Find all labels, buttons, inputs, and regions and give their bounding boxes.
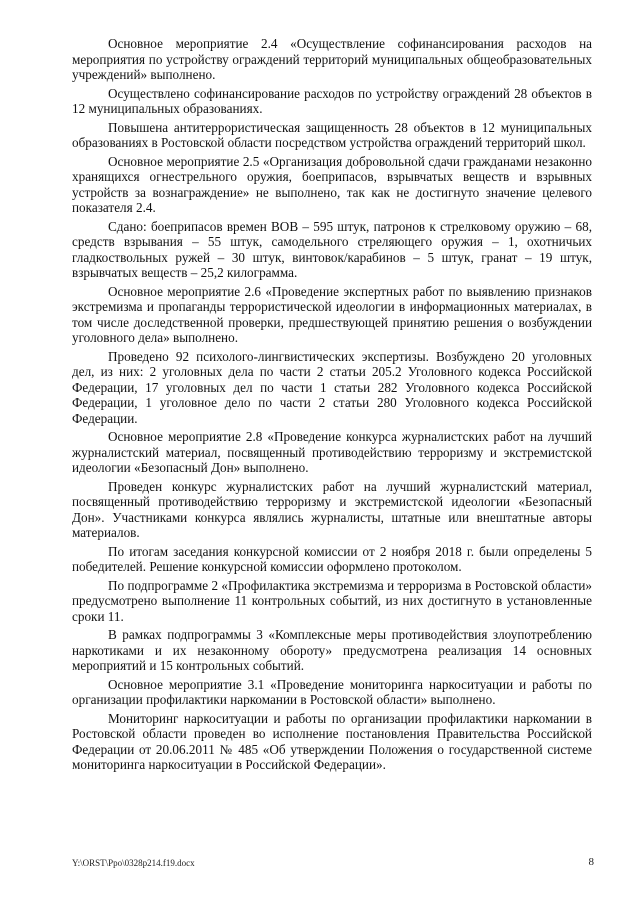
paragraph: Мониторинг наркоситуации и работы по организации профилактики наркомании в Ростовской области проведен во исполнение постановления Правительства Российской Федерации от 20.06.2011 № 485 «Об утверждении Положения о государственной системе мониторинга наркоситуации в Российской Федерации».: [72, 710, 592, 772]
page-number: 8: [588, 856, 594, 868]
paragraph: Проведено 92 психолого-лингвистических экспертизы. Возбуждено 20 уголовных дел, из них: 2 уголовных дела по части 2 статьи 205.2 Уголовного кодекса Российской Федерации, 17 уголовных дел по части 1 статьи 282 Уголовного кодекса Российской Федерации, 1 уголовное дело по части 2 статьи 280 Уголовного кодекса Российской Федерации.: [72, 348, 592, 426]
footer-file-path: Y:\ORST\Ppo\0328p214.f19.docx: [72, 858, 195, 868]
paragraph: Проведен конкурс журналистских работ на лучший журналистский материал, посвященный противодействию терроризму и экстремистской идеологии «Безопасный Дон». Участниками конкурса являлись журналисты, штатные или внештатные авторы материалов.: [72, 478, 592, 540]
paragraph: Осуществлено софинансирование расходов по устройству ограждений 28 объектов в 12 муниципальных образованиях.: [72, 85, 592, 116]
paragraph: В рамках подпрограммы 3 «Комплексные меры противодействия злоупотреблению наркотиками и их незаконному обороту» предусмотрена реализация 14 основных мероприятий и 15 контрольных событий.: [72, 627, 592, 673]
paragraph: Основное мероприятие 3.1 «Проведение мониторинга наркоситуации и работы по организации профилактики наркомании в Ростовской области» выполнено.: [72, 676, 592, 707]
paragraph: Основное мероприятие 2.4 «Осуществление софинансирования расходов на мероприятия по устройству ограждений территорий муниципальных общеобразовательных учреждений» выполнено.: [72, 36, 592, 82]
paragraph: Повышена антитеррористическая защищенность 28 объектов в 12 муниципальных образованиях в Ростовской области посредством устройства ограждений территорий школ.: [72, 119, 592, 150]
document-body: [72, 36, 592, 776]
paragraph: По итогам заседания конкурсной комиссии от 2 ноября 2018 г. были определены 5 победителей. Решение конкурсной комиссии оформлено протоколом.: [72, 543, 592, 574]
paragraph: Основное мероприятие 2.5 «Организация добровольной сдачи гражданами незаконно хранящихся огнестрельного оружия, боеприпасов, взрывчатых веществ и взрывных устройств за вознаграждение» не выполнено, так как не достигнуто значение целевого показателя 2.4.: [72, 153, 592, 215]
paragraph: По подпрограмме 2 «Профилактика экстремизма и терроризма в Ростовской области» предусмотрено выполнение 11 контрольных событий, из них достигнуто в установленные сроки 11.: [72, 577, 592, 624]
paragraph: Основное мероприятие 2.6 «Проведение экспертных работ по выявлению признаков экстремизма и пропаганды террористической идеологии в информационных материалах, в том числе доследственной проверки, предшествующей принятию решения о возбуждении уголовного дела» выполнено.: [72, 283, 592, 345]
paragraph: Основное мероприятие 2.8 «Проведение конкурса журналистских работ на лучший журналистский материал, посвященный противодействию терроризму и экстремистской идеологии «Безопасный Дон» выполнено.: [72, 429, 592, 475]
paragraph: Сдано: боеприпасов времен ВОВ – 595 штук, патронов к стрелковому оружию – 68, средств взрывания – 55 штук, самодельного стреляющего оружия – 1, охотничьих гладкоствольных ружей – 30 штук, винтовок/карабинов – 5 штук, гранат – 19 штук, взрывчатых веществ – 25,2 килограмма.: [72, 218, 592, 280]
